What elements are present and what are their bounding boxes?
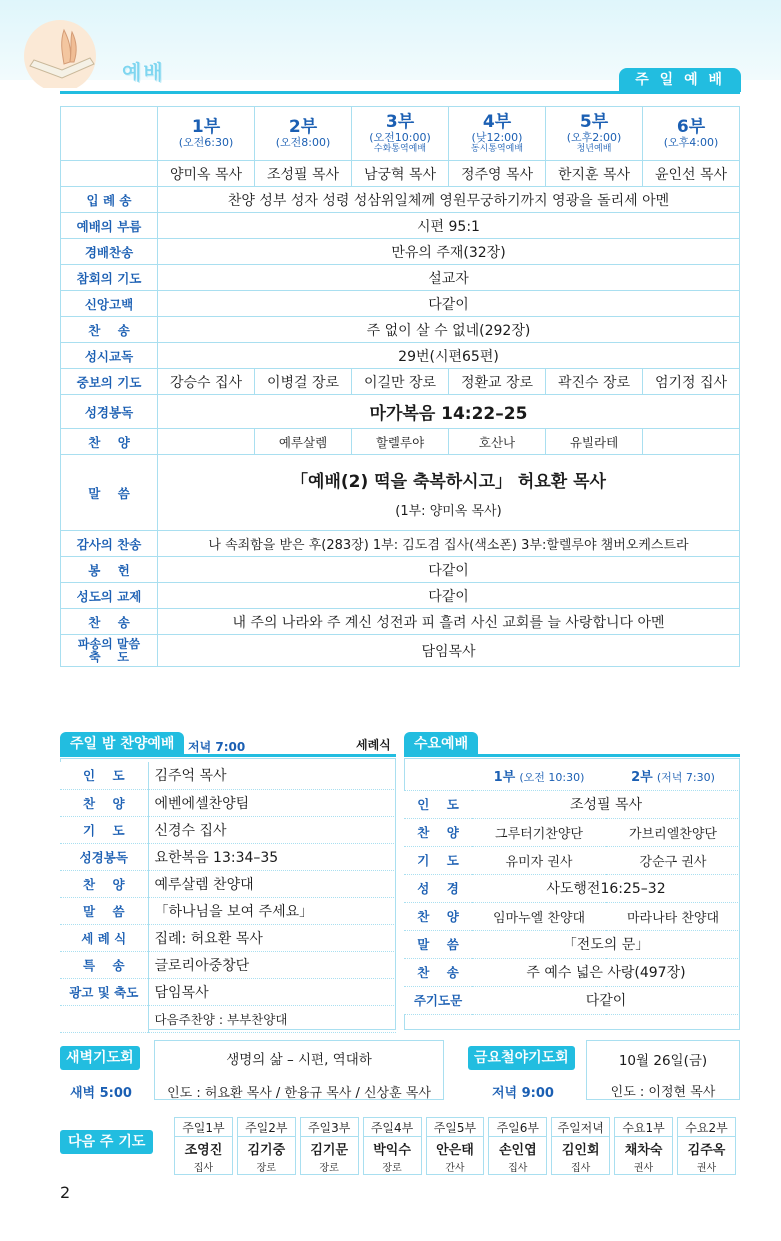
choir: 유빌라테 xyxy=(546,429,643,455)
night-label: 인 도 xyxy=(60,762,148,789)
next-slot-row xyxy=(174,1117,736,1137)
order-row xyxy=(61,609,740,635)
dawn-topic: 생명의 삶 – 시편, 역대하 xyxy=(226,1052,372,1068)
leader-row xyxy=(61,161,740,187)
order-value: 설교자 xyxy=(158,265,740,291)
sermon xyxy=(158,455,740,531)
order-label: 중보의 기도 xyxy=(61,369,158,395)
night-label: 찬 양 xyxy=(60,789,148,816)
intercession-row xyxy=(61,369,740,395)
next-name: 김주옥 xyxy=(677,1137,736,1159)
order-row xyxy=(61,635,740,667)
friday-leader: 인도 : 이정현 목사 xyxy=(610,1085,716,1100)
service-5: 5부 (오후2:00) 청년예배 xyxy=(546,107,643,161)
service-3: 3부 (오전10:00) 수화통역예배 xyxy=(352,107,449,161)
next-name: 박익수 xyxy=(363,1137,422,1159)
order-row xyxy=(61,557,740,583)
section-title: 예배 xyxy=(122,60,165,84)
order-label: 성경봉독 xyxy=(61,395,158,429)
wed-row: 찬 송 주 예수 넓은 사랑(497장) xyxy=(404,958,740,986)
next-role: 집사 xyxy=(551,1159,610,1175)
corner-cell xyxy=(61,107,158,161)
leader-3: 남궁혁 목사 xyxy=(352,161,449,187)
order-label: 경배찬송 xyxy=(61,239,158,265)
friday-date: 10월 26일(금) xyxy=(618,1053,708,1069)
night-row xyxy=(60,1005,396,1032)
wed-row: 성 경 사도행전16:25–32 xyxy=(404,874,740,902)
service-1: 1부 (오전6:30) xyxy=(158,107,255,161)
wed-row: 주기도문 다같이 xyxy=(404,986,740,1014)
next-slot: 주일3부 xyxy=(300,1117,359,1137)
dawn-prayer-title: 새벽기도회 xyxy=(60,1046,140,1070)
next-role: 권사 xyxy=(614,1159,673,1175)
night-label: 광고 및 축도 xyxy=(60,978,148,1005)
next-prayer-table xyxy=(170,1117,740,1175)
intercessor: 이길만 장로 xyxy=(352,369,449,395)
next-role: 장로 xyxy=(363,1159,422,1175)
night-value: 요한복음 13:34–35 xyxy=(148,843,396,870)
next-role: 권사 xyxy=(677,1159,736,1175)
night-value: 예루살렘 찬양대 xyxy=(148,870,396,897)
scripture-reading: 마가복음 14:22–25 xyxy=(158,395,740,429)
night-service-tab: 주일 밤 찬양예배 xyxy=(60,732,184,756)
order-row xyxy=(61,317,740,343)
next-name-row xyxy=(174,1137,736,1159)
next-slot: 주일5부 xyxy=(426,1117,485,1137)
next-slot: 주일1부 xyxy=(174,1117,233,1137)
dawn-leaders: 인도 : 허요환 목사 / 한융규 목사 / 신상훈 목사 xyxy=(167,1086,431,1101)
order-row xyxy=(61,291,740,317)
order-value: 시편 95:1 xyxy=(158,213,740,239)
order-value: 29번(시편65편) xyxy=(158,343,740,369)
night-value: 집례: 허요환 목사 xyxy=(148,924,396,951)
order-label: 찬 양 xyxy=(61,429,158,455)
next-role: 장로 xyxy=(300,1159,359,1175)
wed-part-2: 2부 (저녁 7:30) xyxy=(606,762,740,790)
order-value: 담임목사 xyxy=(158,635,740,667)
night-value: 김주억 목사 xyxy=(148,762,396,789)
night-service-aside: 세례식 xyxy=(356,738,391,752)
night-service-time: 저녁 7:00 xyxy=(188,740,246,754)
order-label: 감사의 찬송 xyxy=(61,531,158,557)
service-2: 2부 (오전8:00) xyxy=(255,107,352,161)
choir: 호산나 xyxy=(449,429,546,455)
order-label: 참회의 기도 xyxy=(61,265,158,291)
praying-hands-icon xyxy=(20,18,106,88)
order-value: 주 없이 살 수 없네(292장) xyxy=(158,317,740,343)
sunday-order-table xyxy=(60,106,740,667)
friday-prayer-title: 금요철야기도회 xyxy=(468,1046,575,1070)
night-service-table xyxy=(60,762,396,1033)
wed-row: 찬 양 그루터기찬양단 가브리엘찬양단 xyxy=(404,818,740,846)
order-row xyxy=(61,265,740,291)
next-slot: 수요1부 xyxy=(614,1117,673,1137)
page-number: 2 xyxy=(60,1183,71,1202)
night-label: 말 씀 xyxy=(60,897,148,924)
night-row xyxy=(60,870,396,897)
choir: 할렐루야 xyxy=(352,429,449,455)
night-label: 특 송 xyxy=(60,951,148,978)
night-value: 담임목사 xyxy=(148,978,396,1005)
wed-part-1: 1부 (오전 10:30) xyxy=(472,762,606,790)
sermon-sub: (1부: 양미옥 목사) xyxy=(395,503,502,519)
next-name: 김기중 xyxy=(237,1137,296,1159)
next-prayer-title: 다음 주 기도 xyxy=(60,1130,153,1154)
sunday-service-tab: 주 일 예 배 xyxy=(619,68,741,92)
night-value: 「하나님을 보여 주세요」 xyxy=(148,897,396,924)
wed-row: 찬 양 임마누엘 찬양대 마라나타 찬양대 xyxy=(404,902,740,930)
choir: 예루살렘 xyxy=(255,429,352,455)
night-rule xyxy=(60,754,396,757)
night-row xyxy=(60,789,396,816)
dawn-prayer-box xyxy=(154,1040,444,1100)
night-row xyxy=(60,762,396,789)
night-value: 에벤에셀찬양팀 xyxy=(148,789,396,816)
order-value: 다같이 xyxy=(158,557,740,583)
order-row xyxy=(61,343,740,369)
night-label: 성경봉독 xyxy=(60,843,148,870)
next-slot: 수요2부 xyxy=(677,1117,736,1137)
friday-prayer-box xyxy=(586,1040,740,1100)
choir xyxy=(158,429,255,455)
night-label xyxy=(60,1005,148,1032)
night-row xyxy=(60,924,396,951)
leader-4: 정주영 목사 xyxy=(449,161,546,187)
order-label: 찬 송 xyxy=(61,609,158,635)
night-row xyxy=(60,978,396,1005)
order-row xyxy=(61,395,740,429)
wed-header-row xyxy=(404,762,740,790)
next-role: 장로 xyxy=(237,1159,296,1175)
order-row xyxy=(61,213,740,239)
leader-5: 한지훈 목사 xyxy=(546,161,643,187)
order-label: 입 례 송 xyxy=(61,187,158,213)
order-label: 성시교독 xyxy=(61,343,158,369)
wednesday-service-table xyxy=(404,762,740,1015)
service-6: 6부 (오후4:00) xyxy=(643,107,740,161)
order-row xyxy=(61,583,740,609)
intercessor: 엄기정 집사 xyxy=(643,369,740,395)
night-value: 다음주찬양 : 부부찬양대 xyxy=(148,1005,396,1032)
next-slot: 주일4부 xyxy=(363,1117,422,1137)
next-name: 채차숙 xyxy=(614,1137,673,1159)
next-name: 김기문 xyxy=(300,1137,359,1159)
night-value: 글로리아중창단 xyxy=(148,951,396,978)
header-rule xyxy=(60,91,740,94)
night-row xyxy=(60,816,396,843)
intercessor: 강승수 집사 xyxy=(158,369,255,395)
next-name: 손인엽 xyxy=(488,1137,547,1159)
order-label: 봉 헌 xyxy=(61,557,158,583)
intercessor: 정환교 장로 xyxy=(449,369,546,395)
wed-rule xyxy=(404,754,740,757)
sermon-title: 「예배(2) 떡을 축복하시고」 허요환 목사 xyxy=(291,471,606,492)
night-row xyxy=(60,897,396,924)
night-label: 세 례 식 xyxy=(60,924,148,951)
night-row xyxy=(60,843,396,870)
order-label: 예배의 부름 xyxy=(61,213,158,239)
order-value: 내 주의 나라와 주 계신 성전과 피 흘려 사신 교회를 늘 사랑합니다 아멘 xyxy=(158,609,740,635)
order-label: 파송의 말씀 축 도 xyxy=(61,635,158,667)
next-slot: 주일6부 xyxy=(488,1117,547,1137)
night-row xyxy=(60,951,396,978)
next-role: 집사 xyxy=(488,1159,547,1175)
night-label: 찬 양 xyxy=(60,870,148,897)
next-name: 김인회 xyxy=(551,1137,610,1159)
intercessor: 이병걸 장로 xyxy=(255,369,352,395)
order-value: 찬양 성부 성자 성령 성삼위일체께 영원무궁하기까지 영광을 돌리세 아멘 xyxy=(158,187,740,213)
service-header-row xyxy=(61,107,740,161)
next-role: 집사 xyxy=(174,1159,233,1175)
night-label: 기 도 xyxy=(60,816,148,843)
next-name: 조영진 xyxy=(174,1137,233,1159)
order-label: 신앙고백 xyxy=(61,291,158,317)
service-4: 4부 (낮12:00) 동시통역예배 xyxy=(449,107,546,161)
order-row xyxy=(61,187,740,213)
leader-6: 윤인선 목사 xyxy=(643,161,740,187)
next-name: 안은태 xyxy=(426,1137,485,1159)
next-slot: 주일저녁 xyxy=(551,1117,610,1137)
wednesday-service-tab: 수요예배 xyxy=(404,732,478,756)
leader-1: 양미옥 목사 xyxy=(158,161,255,187)
next-slot: 주일2부 xyxy=(237,1117,296,1137)
night-value: 신경수 집사 xyxy=(148,816,396,843)
next-role-row xyxy=(174,1159,736,1175)
order-label: 성도의 교제 xyxy=(61,583,158,609)
wed-row: 말 씀 「전도의 문」 xyxy=(404,930,740,958)
choir-row xyxy=(61,429,740,455)
order-label: 찬 송 xyxy=(61,317,158,343)
order-row xyxy=(61,531,740,557)
order-value: 만유의 주재(32장) xyxy=(158,239,740,265)
order-value: 나 속죄함을 받은 후(283장) 1부: 김도겸 집사(색소폰) 3부:할렐루야 챔버오케스트라 xyxy=(158,531,740,557)
next-role: 간사 xyxy=(426,1159,485,1175)
wed-row: 인 도 조성필 목사 xyxy=(404,790,740,818)
choir xyxy=(643,429,740,455)
intercessor: 곽진수 장로 xyxy=(546,369,643,395)
order-label: 말 씀 xyxy=(61,455,158,531)
wed-row: 기 도 유미자 권사 강순구 권사 xyxy=(404,846,740,874)
leader-2: 조성필 목사 xyxy=(255,161,352,187)
dawn-prayer-time: 새벽 5:00 xyxy=(70,1086,132,1101)
friday-prayer-time: 저녁 9:00 xyxy=(492,1086,554,1101)
order-value: 다같이 xyxy=(158,291,740,317)
order-row xyxy=(61,239,740,265)
order-value: 다같이 xyxy=(158,583,740,609)
sermon-row xyxy=(61,455,740,531)
